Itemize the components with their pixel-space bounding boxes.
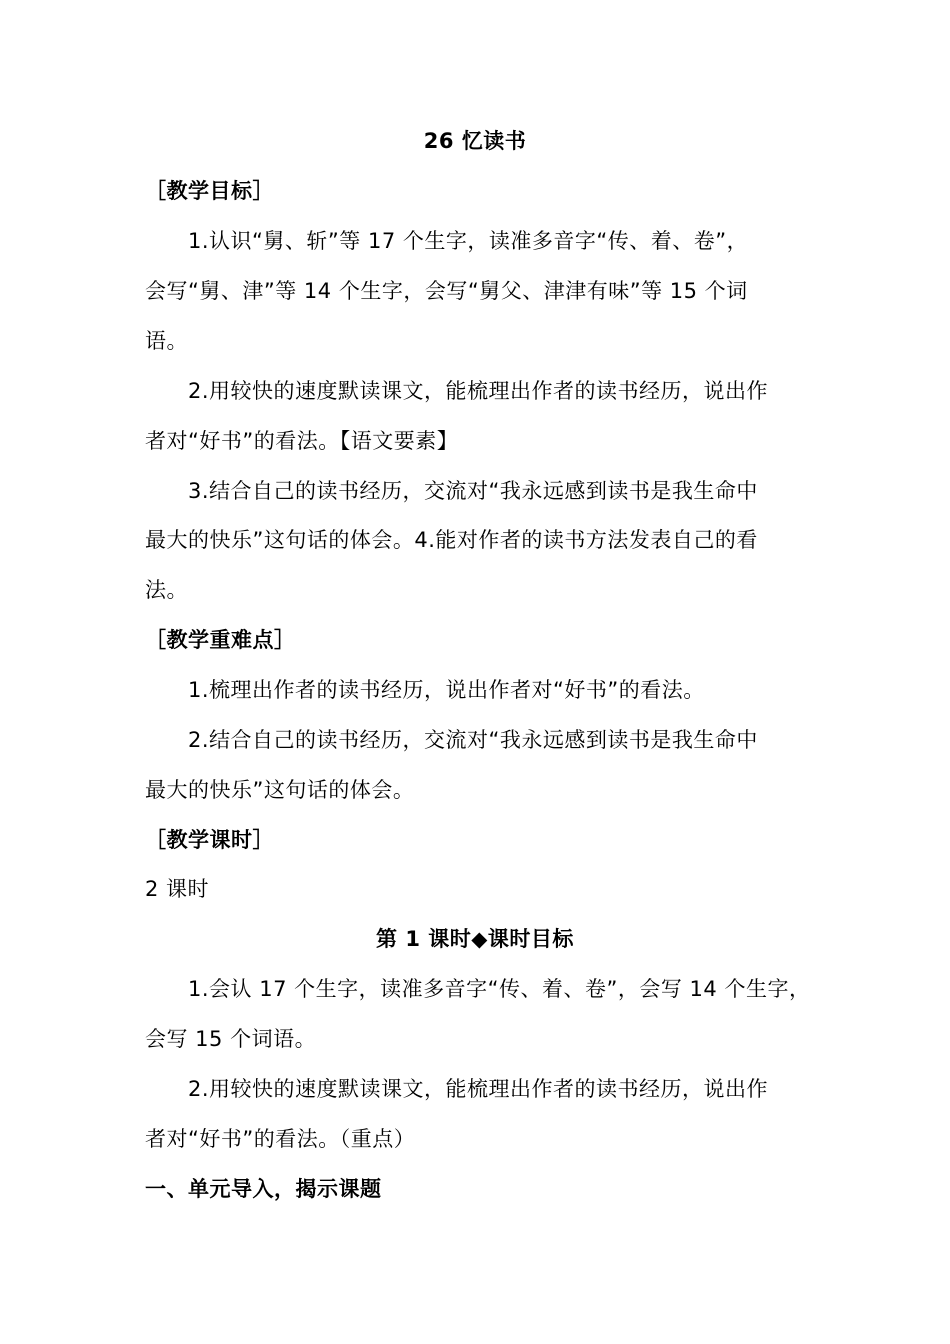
objectives-heading: ［教学目标］ [145, 179, 274, 203]
lesson1-heading: 第 1 课时◆课时目标 [376, 927, 574, 951]
lesson1-item1-line1: 1.会认 17 个生字，读准多音字“传、着、卷”，会写 14 个生字， [188, 977, 811, 1001]
objectives-item3-line1: 3.结合自己的读书经历，交流对“我永远感到读书是我生命中 [188, 479, 758, 503]
lesson1-item2-line2: 者对“好书”的看法。（重点） [145, 1127, 416, 1151]
part1-heading: 一、单元导入，揭示课题 [145, 1177, 382, 1201]
hours-value: 2 课时 [145, 877, 210, 901]
keypoints-item2-line2: 最大的快乐”这句话的体会。 [145, 778, 415, 802]
objectives-item2-line2: 者对“好书”的看法。【语文要素】 [145, 429, 459, 453]
lesson1-item1-line2: 会写 15 个词语。 [145, 1027, 317, 1051]
objectives-item3-line2: 最大的快乐”这句话的体会。4.能对作者的读书方法发表自己的看 [145, 528, 758, 552]
objectives-item1-line3: 语。 [145, 329, 188, 353]
page-title: 26 忆读书 [423, 129, 527, 153]
objectives-item1-line2: 会写“舅、津”等 14 个生字，会写“舅父、津津有味”等 15 个词 [145, 279, 748, 303]
keypoints-item1-line1: 1.梳理出作者的读书经历，说出作者对“好书”的看法。 [188, 678, 705, 702]
keypoints-heading: ［教学重难点］ [145, 628, 296, 652]
keypoints-item2-line1: 2.结合自己的读书经历，交流对“我永远感到读书是我生命中 [188, 728, 758, 752]
objectives-item1-line1: 1.认识“舅、斩”等 17 个生字，读准多音字“传、着、卷”， [188, 229, 749, 253]
lesson1-item2-line1: 2.用较快的速度默读课文，能梳理出作者的读书经历，说出作 [188, 1077, 769, 1101]
hours-heading: ［教学课时］ [145, 828, 274, 852]
objectives-item3-line3: 法。 [145, 578, 188, 602]
objectives-item2-line1: 2.用较快的速度默读课文，能梳理出作者的读书经历，说出作 [188, 379, 769, 403]
